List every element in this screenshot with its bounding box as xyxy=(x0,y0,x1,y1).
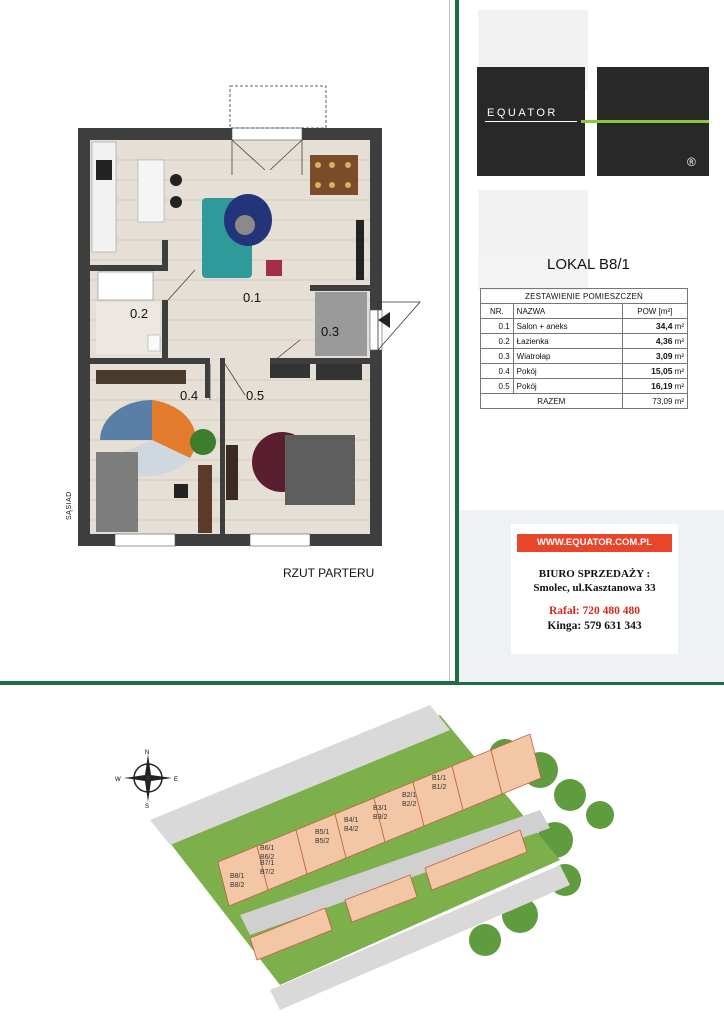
chair xyxy=(174,484,188,498)
floor-plan xyxy=(60,80,430,550)
window-bottom-right xyxy=(250,534,310,546)
phone-kinga[interactable]: Kinga: 579 631 343 xyxy=(547,620,642,632)
bathtub xyxy=(98,272,153,300)
sales-office-label: BIURO SPRZEDAŻY : xyxy=(538,568,651,580)
total-label: RAZEM xyxy=(481,394,623,409)
header-area: POW [m²] xyxy=(622,304,687,319)
room-label-02: 0.2 xyxy=(130,306,149,321)
website-link[interactable]: WWW.EQUATOR.COM.PL xyxy=(517,534,672,552)
table-row xyxy=(481,334,688,349)
kitchen-island xyxy=(138,160,164,222)
logo-green-line xyxy=(581,120,709,123)
window-bottom-left xyxy=(115,534,175,546)
row-nr: 0.1 xyxy=(481,319,514,334)
svg-text:B3/1: B3/1 xyxy=(373,805,388,812)
plan-caption: RZUT PARTERU xyxy=(283,566,375,580)
bookshelf xyxy=(96,370,186,384)
svg-text:B7/1: B7/1 xyxy=(260,860,275,867)
header-nr: NR. xyxy=(481,304,514,319)
svg-text:B1/1: B1/1 xyxy=(432,775,447,782)
row-name: Salon + aneks xyxy=(513,319,622,334)
phone-rafal[interactable]: Rafał: 720 480 480 xyxy=(548,605,641,617)
table-row xyxy=(481,379,688,394)
svg-text:B6/1: B6/1 xyxy=(260,845,275,852)
row-nr: 0.3 xyxy=(481,349,514,364)
compass-s: S xyxy=(145,804,150,808)
hall-cabinet xyxy=(270,364,310,378)
door-right xyxy=(370,310,382,350)
terrace xyxy=(230,86,326,128)
row-area: 34,4 m² xyxy=(622,319,687,334)
faded-logo-watermark xyxy=(478,10,708,50)
compass-n: N xyxy=(145,750,150,756)
row-area: 4,36 m² xyxy=(622,334,687,349)
room-label-05: 0.5 xyxy=(246,388,265,403)
bed-small xyxy=(96,452,138,532)
cooktop xyxy=(96,160,112,180)
svg-text:B5/1: B5/1 xyxy=(315,829,330,836)
sink xyxy=(148,335,160,351)
svg-text:B3/2: B3/2 xyxy=(373,814,388,821)
kitchen-counter xyxy=(92,142,116,252)
svg-text:B5/2: B5/2 xyxy=(315,838,330,845)
stool xyxy=(170,196,182,208)
room-label-04: 0.4 xyxy=(180,388,199,403)
row-nr: 0.4 xyxy=(481,364,514,379)
contact-card xyxy=(511,524,678,654)
desk xyxy=(198,465,212,533)
svg-text:B7/2: B7/2 xyxy=(260,869,275,876)
room-label-03: 0.3 xyxy=(321,324,340,339)
logo-white-line xyxy=(485,121,577,122)
logo-brand-text: EQUATOR xyxy=(487,107,558,119)
svg-text:B1/2: B1/2 xyxy=(432,784,447,791)
registered-mark-icon: ® xyxy=(687,155,696,169)
svg-text:B8/1: B8/1 xyxy=(230,873,245,880)
row-name: Łazienka xyxy=(513,334,622,349)
faded-logo-watermark-2 xyxy=(478,190,708,240)
tv-unit xyxy=(356,220,364,280)
compass-w: W xyxy=(115,777,121,783)
rooms-table xyxy=(480,288,688,409)
site-plan xyxy=(100,700,700,1020)
row-area: 3,09 m² xyxy=(622,349,687,364)
row-nr: 0.5 xyxy=(481,379,514,394)
pouf xyxy=(266,260,282,276)
row-name: Pokój xyxy=(513,364,622,379)
thin-divider xyxy=(449,0,450,681)
row-nr: 0.2 xyxy=(481,334,514,349)
table-title: ZESTAWIENIE POMIESZCZEŃ xyxy=(481,289,688,304)
total-area: 73,09 m² xyxy=(622,394,687,409)
room-label-01: 0.1 xyxy=(243,290,262,305)
nightstand xyxy=(226,445,238,500)
svg-text:B4/2: B4/2 xyxy=(344,826,359,833)
unit-title: LOKAL B8/1 xyxy=(547,256,630,273)
svg-text:B2/2: B2/2 xyxy=(402,801,417,808)
row-area: 16,19 m² xyxy=(622,379,687,394)
equator-logo xyxy=(477,67,709,176)
wardrobe xyxy=(316,364,362,380)
row-name: Wiatrołap xyxy=(513,349,622,364)
header-name: NAZWA xyxy=(513,304,622,319)
sales-office-address: Smolec, ul.Kasztanowa 33 xyxy=(533,582,656,594)
entrance-frame xyxy=(378,302,420,350)
svg-text:B6/2: B6/2 xyxy=(260,854,275,861)
dining-table xyxy=(310,155,358,195)
double-bed xyxy=(285,435,355,505)
svg-text:B2/1: B2/1 xyxy=(402,792,417,799)
row-area: 15,05 m² xyxy=(622,364,687,379)
svg-text:B4/1: B4/1 xyxy=(344,817,359,824)
table-row xyxy=(481,364,688,379)
stool xyxy=(170,174,182,186)
svg-text:B8/2: B8/2 xyxy=(230,882,245,889)
coffee-table xyxy=(235,215,255,235)
table-row xyxy=(481,319,688,334)
window-top xyxy=(232,128,302,140)
table-total-row xyxy=(481,394,688,409)
row-name: Pokój xyxy=(513,379,622,394)
plant xyxy=(190,429,216,455)
compass-e: E xyxy=(174,777,179,783)
table-header-row xyxy=(481,304,688,319)
neighbor-label: SĄSIAD xyxy=(66,491,73,520)
table-row xyxy=(481,349,688,364)
